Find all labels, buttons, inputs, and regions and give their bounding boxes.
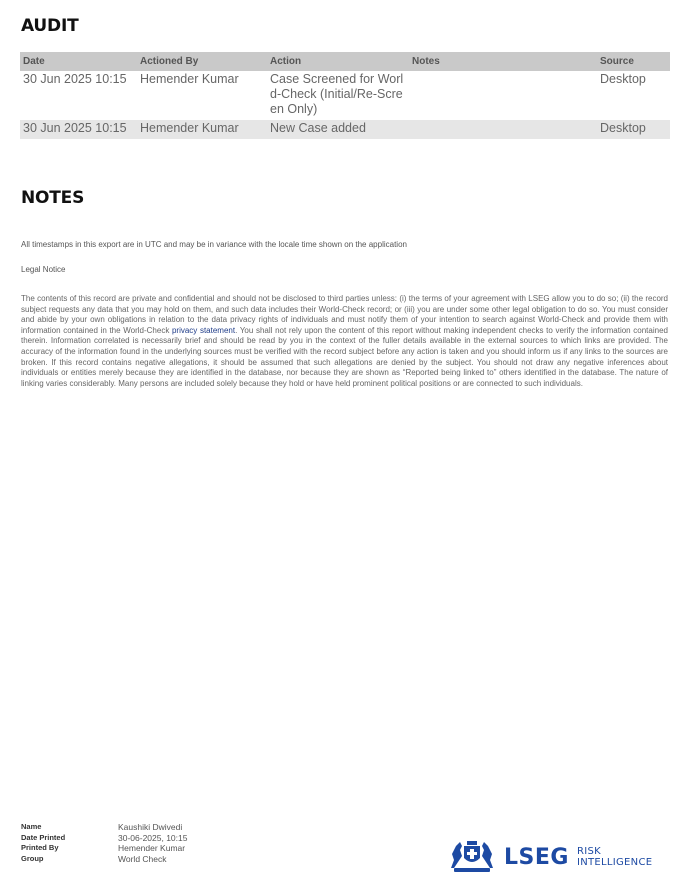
logo-subtitle	[577, 846, 652, 868]
column-header-notes: Notes	[409, 52, 597, 71]
column-header-actioned-by: Actioned By	[137, 52, 267, 71]
cell-date: 30 Jun 2025 10:15	[20, 120, 137, 139]
legal-text-part-2: . You shall not rely upon the content of this report without making independent checks to verify the information contained therein. Information correlated is necessarily brief and should be read by you in the context of the fuller details available in the external sources to which links are provided. The accuracy of the information found in the underlying sources must be verified with the record subject before any action is taken and you should inform us if any links to the sources are broken. If this record contains negative allegations, it should be assumed that such allegations are denied by the subject. You should not draw any negative inferences about individuals or entities merely because they are identified in the database, nor because they are shown as “Reported being linked to” others identified in the database. The nature of linking varies considerably. Many persons are included solely because they hold or have held prominent political positions or are connected to such individuals.	[21, 325, 668, 388]
cell-action: New Case added	[267, 120, 409, 139]
cell-notes	[409, 71, 597, 120]
logo-subtitle-line-1: RISK	[576, 846, 601, 857]
footer-label-printed-by: Printed By	[21, 843, 59, 852]
cell-source: Desktop	[597, 120, 670, 139]
column-header-source: Source	[597, 52, 670, 71]
footer-label-group: Group	[21, 853, 44, 863]
print-info-footer	[21, 822, 187, 864]
cell-notes	[409, 120, 597, 139]
footer-label-name: Name	[21, 822, 42, 831]
audit-heading: AUDIT	[21, 16, 79, 36]
cell-source: Desktop	[600, 72, 646, 86]
timezone-note: All timestamps in this export are in UTC and may be in variance with the locale time shown on the application	[21, 240, 407, 249]
legal-text-part-1: The contents of this record are private and confidential and should not be disclosed to third parties unless: (i) the terms of your agreement with LSEG allow you to do so; (ii) the record subject requests any data that you may hold on them, and such data includes their World-Check record; or (iii) you are under some other legal obligation to do so. You must consider and abide by your own obligations in relation to the data privacy rights of individuals and must notify them of your intention to search against World-Check and provide them with information contained in the World-Check	[21, 294, 668, 335]
logo-subtitle-line-2: INTELLIGENCE	[576, 857, 653, 868]
cell-actioned-by: Hemender Kumar	[140, 72, 239, 86]
lseg-wordmark: LSEG	[504, 844, 569, 870]
column-header-action: Action	[267, 52, 409, 71]
notes-heading: NOTES	[21, 188, 85, 208]
footer-value-printed-by: Hemender Kumar	[118, 843, 186, 853]
legal-notice-heading: Legal Notice	[21, 265, 66, 274]
legal-notice-body	[21, 294, 668, 389]
audit-table	[20, 52, 670, 139]
footer-label-date-printed: Date Printed	[21, 832, 66, 842]
cell-action: Case Screened for World-Check (Initial/Re-Screen Only)	[270, 72, 404, 116]
privacy-statement-link[interactable]: privacy statement	[171, 325, 236, 335]
cell-date: 30 Jun 2025 10:15	[23, 72, 127, 86]
audit-header-row	[20, 52, 670, 71]
cell-actioned-by: Hemender Kumar	[137, 120, 267, 139]
column-header-date: Date	[20, 52, 137, 71]
footer-value-group: World Check	[118, 853, 167, 864]
table-row	[20, 71, 670, 120]
lion-unicorn-crest-icon	[448, 840, 496, 874]
footer-value-date-printed: 30-06-2025, 10:15	[118, 832, 188, 843]
footer-value-name: Kaushiki Dwivedi	[118, 822, 183, 832]
lseg-logo	[448, 840, 652, 874]
table-row	[20, 120, 670, 139]
